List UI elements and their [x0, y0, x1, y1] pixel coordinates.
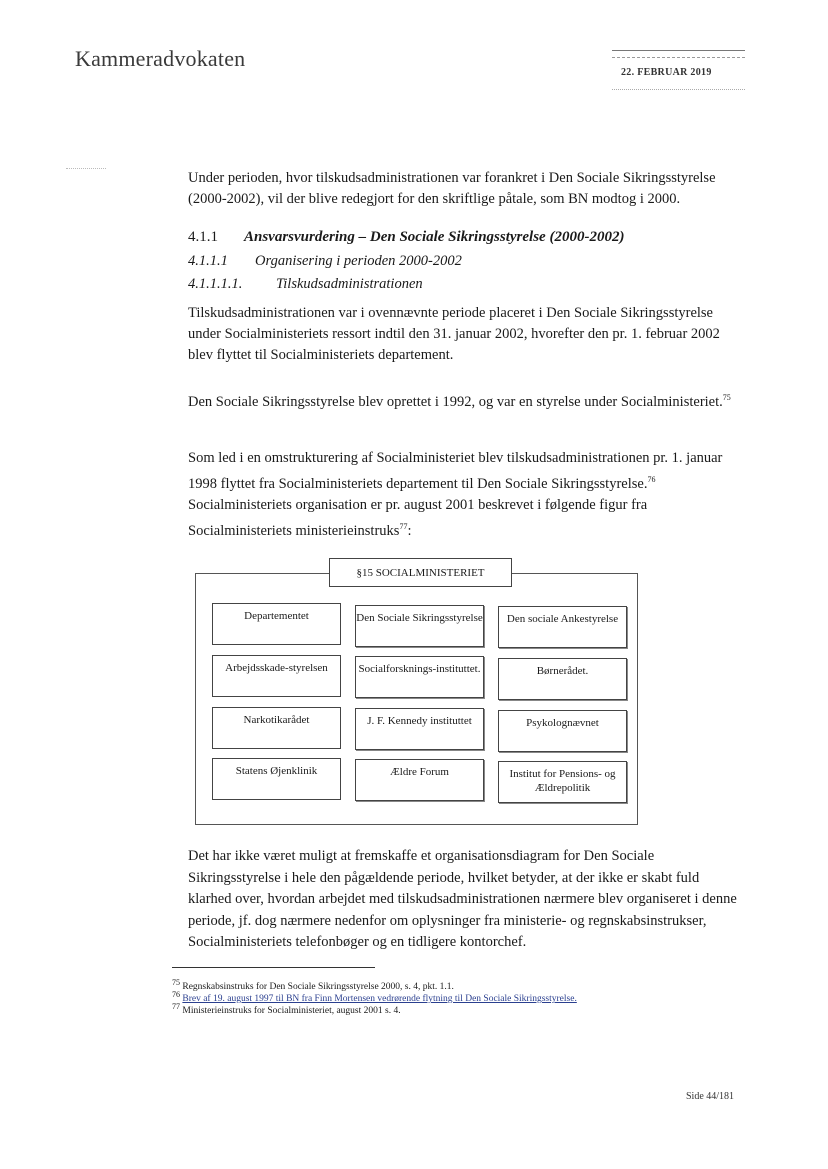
footnote-link[interactable]: Brev af 19. august 1997 til BN fra Finn Mortensen vedrørende flytning til Den Sociale Sikringsstyrelse.	[182, 994, 577, 1005]
subsection-number: 4.1.1.1	[188, 253, 228, 269]
org-unit: Ældre Forum	[355, 759, 484, 801]
intro-paragraph: Under perioden, hvor tilskudsadministrationen var forankret i Den Sociale Sikringsstyrelse (2000-2002), vil der blive redegjort for den skriftlige påtale, som BN modtog i 2000.	[188, 170, 716, 207]
footnote-ref[interactable]: 75	[722, 393, 731, 402]
footnote-ref[interactable]: 77	[399, 521, 408, 531]
firm-logo: Kammeradvokaten	[75, 46, 246, 71]
footnote-text: Ministerieinstruks for Socialministeriet, august 2001 s. 4.	[182, 1006, 401, 1017]
paragraph-3-text: Som led i en omstrukturering af Socialministeriet blev tilskudsadministrationen pr. 1. januar 1998 flyttet fra Socialministeriets departement til Den Sociale Sikringsstyrelse.	[188, 450, 723, 492]
footnote	[172, 1001, 401, 1017]
footnote-number: 75	[172, 978, 180, 987]
subsubsection-number: 4.1.1.1.1.	[188, 276, 243, 292]
org-unit: Den Sociale Sikringsstyrelse	[355, 605, 484, 647]
subsection-title: Organisering i perioden 2000-2002	[255, 253, 462, 269]
paragraph-2	[188, 387, 744, 413]
footnote-ref[interactable]: 76	[647, 475, 656, 484]
footnote-text: Regnskabsinstruks for Den Sociale Sikringsstyrelse 2000, s. 4, pkt. 1.1.	[182, 982, 454, 993]
document-date: 22. FEBRUAR 2019	[621, 67, 712, 78]
paragraph-4: Det har ikke været muligt at fremskaffe et organisationsdiagram for Den Sociale Sikringsstyrelse i hele den pågældende periode, hvilket betyder, at der ikke er skabt fuld klarhed over, hvordan arbejdet med tilskudsadministrationen nærmere blev organiseret i denne periode, jf. dog nærmere nedenfor om oplysninger fra ministerie- og regnskabsinstrukser, Socialministeriets telefonbøger og en tidligere kontorchef.	[188, 848, 737, 950]
org-unit: Socialforsknings-instituttet.	[355, 656, 484, 698]
org-unit: Narkotikarådet	[212, 707, 341, 749]
subsubsection-title: Tilskudsadministrationen	[276, 276, 423, 292]
org-unit: J. F. Kennedy instituttet	[355, 708, 484, 750]
paragraph-2-text: Den Sociale Sikringsstyrelse blev oprettet i 1992, og var en styrelse under Socialministeriet.	[188, 393, 723, 410]
paragraph-3-text: Socialministeriets organisation er pr. august 2001 beskrevet i følgende figur fra Socialministeriets ministerieinstruks	[188, 496, 648, 539]
org-chart-title: §15 SOCIALMINISTERIET	[329, 558, 512, 587]
section-number: 4.1.1	[188, 229, 218, 245]
section-heading	[188, 229, 624, 246]
header-rule-top	[612, 50, 745, 58]
paragraph-1: Tilskudsadministrationen var i ovennævnte periode placeret i Den Sociale Sikringsstyrelse under Socialministeriets ressort indtil den 31. januar 2002, hvorefter den pr. 1. februar 2002 blev flyttet til Socialministeriets departement.	[188, 305, 720, 363]
section-title: Ansvarsvurdering – Den Sociale Sikringsstyrelse (2000-2002)	[244, 229, 625, 245]
subsection-heading	[188, 253, 462, 270]
paragraph-3-text: :	[407, 522, 412, 539]
footnote-separator	[172, 967, 375, 968]
footnote-number: 76	[172, 990, 180, 999]
header-rule-bottom	[612, 89, 745, 90]
org-unit: Statens Øjenklinik	[212, 758, 341, 800]
org-unit: Institut for Pensions- og Ældrepolitik	[498, 761, 627, 803]
org-unit: Den sociale Ankestyrelse	[498, 606, 627, 648]
page-number: Side 44/181	[686, 1091, 735, 1102]
margin-mark	[66, 168, 106, 169]
org-unit: Psykolognævnet	[498, 710, 627, 752]
org-unit: Børnerådet.	[498, 658, 627, 700]
subsubsection-heading	[188, 276, 423, 293]
paragraph-3	[188, 448, 744, 542]
org-unit: Departementet	[212, 603, 341, 645]
footnote-number: 77	[172, 1002, 180, 1011]
org-unit: Arbejdsskade-styrelsen	[212, 655, 341, 697]
